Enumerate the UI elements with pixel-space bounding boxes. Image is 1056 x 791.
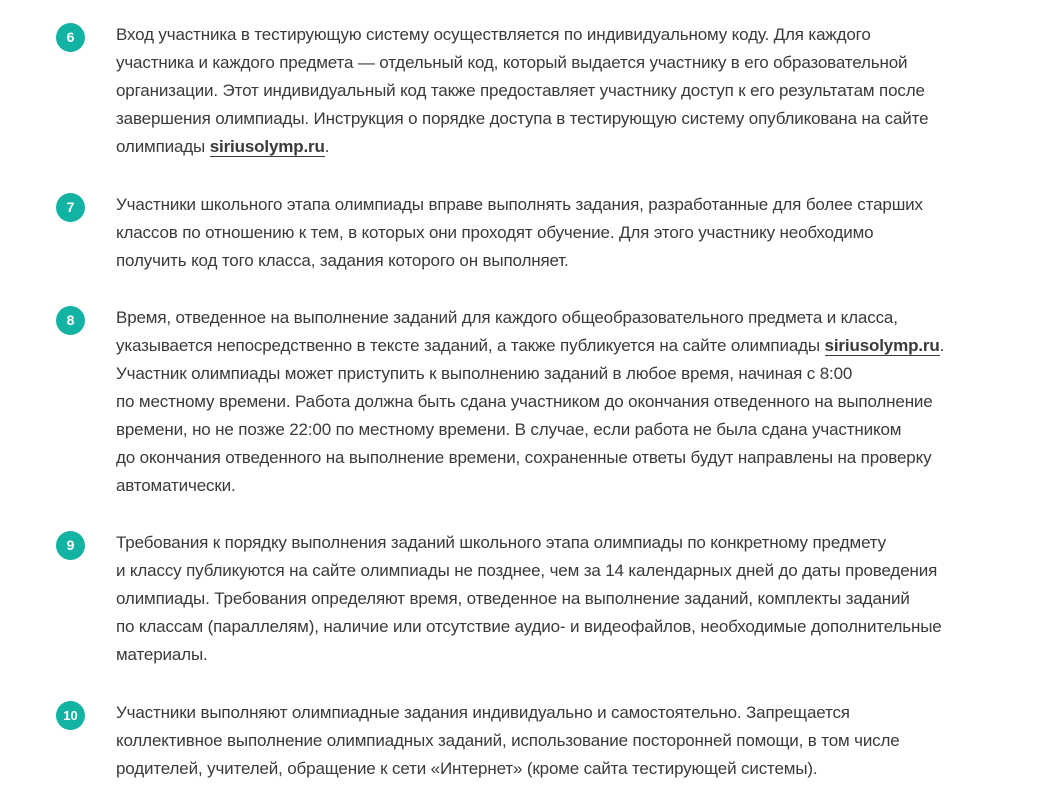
text-line: Участники школьного этапа олимпиады вправе выполнять задания, разработанные для более старших <box>116 195 923 214</box>
text-line: получить код того класса, задания которого он выполняет. <box>116 251 569 270</box>
text-line: и классу публикуются на сайте олимпиады не позднее, чем за 14 календарных дней до даты проведения <box>116 561 938 580</box>
text-line: олимпиады. Требования определяют время, отведенное на выполнение заданий, комплекты заданий <box>116 589 910 608</box>
rule-text <box>116 529 1021 669</box>
text-line: родителей, учителей, обращение к сети «Интернет» (кроме сайта тестирующей системы). <box>116 759 818 778</box>
text-line: Участники выполняют олимпиадные задания индивидуально и самостоятельно. Запрещается <box>116 703 850 722</box>
text-line <box>116 133 1021 161</box>
text-line: Время, отведенное на выполнение заданий для каждого общеобразовательного предмета и класса, <box>116 308 898 327</box>
text-line: автоматически. <box>116 476 236 495</box>
rule-text <box>116 21 1021 161</box>
siriusolymp-link[interactable]: siriusolymp.ru <box>824 336 940 355</box>
text-line: по местному времени. Работа должна быть сдана участником до окончания отведенного на выполнение <box>116 392 933 411</box>
number-badge: 7 <box>56 193 85 222</box>
text-line: классов по отношению к тем, в которых они проходят обучение. Для этого участнику необходимо <box>116 223 874 242</box>
siriusolymp-link[interactable]: siriusolymp.ru <box>209 137 325 156</box>
text-line: коллективное выполнение олимпиадных заданий, использование посторонней помощи, в том числе <box>116 731 900 750</box>
number-badge: 10 <box>56 701 85 730</box>
text-line: Требования к порядку выполнения заданий школьного этапа олимпиады по конкретному предмету <box>116 533 886 552</box>
rule-text <box>116 304 1021 500</box>
text-line <box>116 332 1021 360</box>
number-badge: 8 <box>56 306 85 335</box>
text-line: Вход участника в тестирующую систему осуществляется по индивидуальному коду. Для каждого <box>116 25 871 44</box>
text-line: завершения олимпиады. Инструкция о порядке доступа в тестирующую систему опубликована на сайте <box>116 109 929 128</box>
rule-text <box>116 699 1021 783</box>
text-line: до окончания отведенного на выполнение времени, сохраненные ответы будут направлены на проверку <box>116 448 932 467</box>
text-line: участника и каждого предмета — отдельный код, который выдается участнику в его образовательной <box>116 53 908 72</box>
text-fragment: указывается непосредственно в тексте заданий, а также публикуется на сайте олимпиады <box>116 336 825 355</box>
number-badge: 9 <box>56 531 85 560</box>
text-fragment: . <box>324 137 330 156</box>
text-fragment: . <box>939 336 945 355</box>
text-line: организации. Этот индивидуальный код также предоставляет участнику доступ к его результатам после <box>116 81 925 100</box>
text-line: Участник олимпиады может приступить к выполнению заданий в любое время, начиная с 8:00 <box>116 364 853 383</box>
text-line: по классам (параллелям), наличие или отсутствие аудио- и видеофайлов, необходимые дополнительные <box>116 617 942 636</box>
number-badge: 6 <box>56 23 85 52</box>
text-line: материалы. <box>116 645 208 664</box>
text-fragment: олимпиады <box>116 137 210 156</box>
rule-text <box>116 191 1021 275</box>
text-line: времени, но не позже 22:00 по местному времени. В случае, если работа не была сдана участником <box>116 420 902 439</box>
